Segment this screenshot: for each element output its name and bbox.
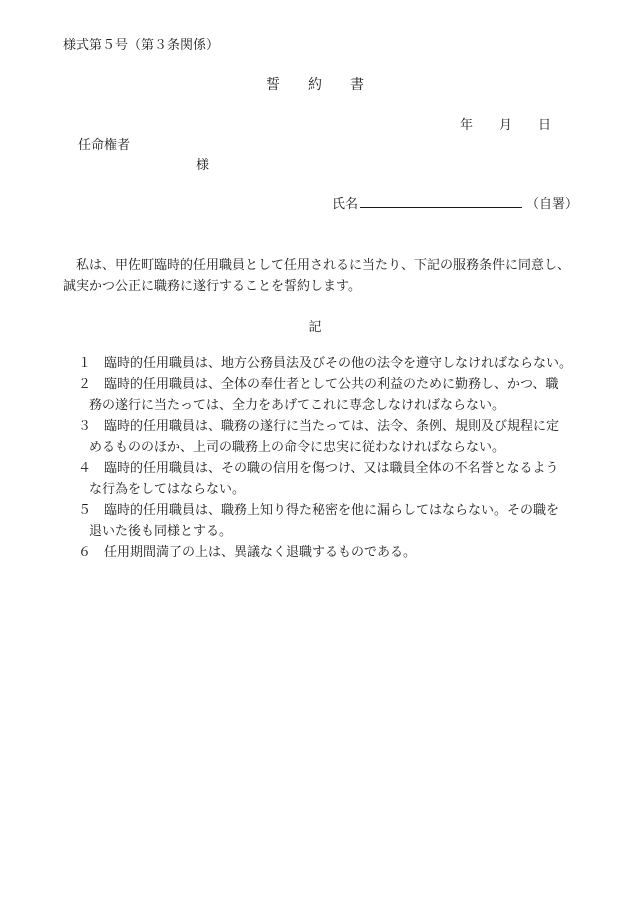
clause-text-line: 退いた後も同様とする。 xyxy=(89,524,233,539)
clause-text-line: 臨時的任用職員は、地方公務員法及びその他の法令を遵守しなければならない。 xyxy=(104,356,573,371)
intro-line: 誠実かつ公正に職務に遂行することを誓約します。 xyxy=(63,279,361,294)
name-label: 氏名 xyxy=(332,197,359,212)
clause-text-line: 臨時的任用職員は、その職の信用を傷つけ、又は職員全体の不名誉となるよう xyxy=(104,461,559,476)
clause-text-line: めるもののほか、上司の職務上の命令に忠実に従わなければならない。 xyxy=(89,440,506,455)
form-number-label: 様式第５号（第３条関係） xyxy=(63,38,220,53)
ki-heading: 記 xyxy=(308,320,322,335)
clause-list xyxy=(78,353,578,563)
clause-number: ３ xyxy=(78,419,92,434)
clause-item xyxy=(78,353,578,374)
intro-paragraph xyxy=(63,255,573,297)
clause-item xyxy=(78,500,578,542)
clause-item xyxy=(78,542,578,563)
day-label: 日 xyxy=(538,118,552,133)
clause-number: ４ xyxy=(78,461,92,476)
clause-text-line: 臨時的任用職員は、職務の遂行に当たっては、法令、条例、規則及び規程に定 xyxy=(104,419,560,434)
clause-number: ５ xyxy=(78,503,92,518)
clause-number: ６ xyxy=(78,545,92,560)
year-label: 年 xyxy=(460,118,474,133)
clause-text-line: 任用期間満了の上は、異議なく退職するものである。 xyxy=(104,545,417,560)
self-sign-label: （自署） xyxy=(526,197,579,212)
appointer-label: 任命権者 xyxy=(78,138,131,153)
clause-text-line: 臨時的任用職員は、全体の奉仕者として公共の利益のために勤務し、かつ、職 xyxy=(104,377,559,392)
clause-text-line: 臨時的任用職員は、職務上知り得た秘密を他に漏らしてはならない。その職を xyxy=(104,503,560,518)
document-title: 誓 約 書 xyxy=(266,77,364,93)
signature-blank xyxy=(360,195,522,208)
clause-number: ２ xyxy=(78,377,92,392)
honorific-label: 様 xyxy=(196,158,210,173)
month-label: 月 xyxy=(499,118,513,133)
clause-item xyxy=(78,374,578,416)
intro-line: 私は、甲佐町臨時的任用職員として任用されるに当たり、下記の服務条件に同意し、 xyxy=(76,258,571,273)
clause-item xyxy=(78,416,578,458)
clause-number: １ xyxy=(78,356,92,371)
clause-item xyxy=(78,458,578,500)
clause-text-line: な行為をしてはならない。 xyxy=(89,482,246,497)
signature-line xyxy=(332,193,578,212)
clause-text-line: 務の遂行に当たっては、全力をあげてこれに専念しなければならない。 xyxy=(89,398,506,413)
date-line xyxy=(460,114,551,133)
